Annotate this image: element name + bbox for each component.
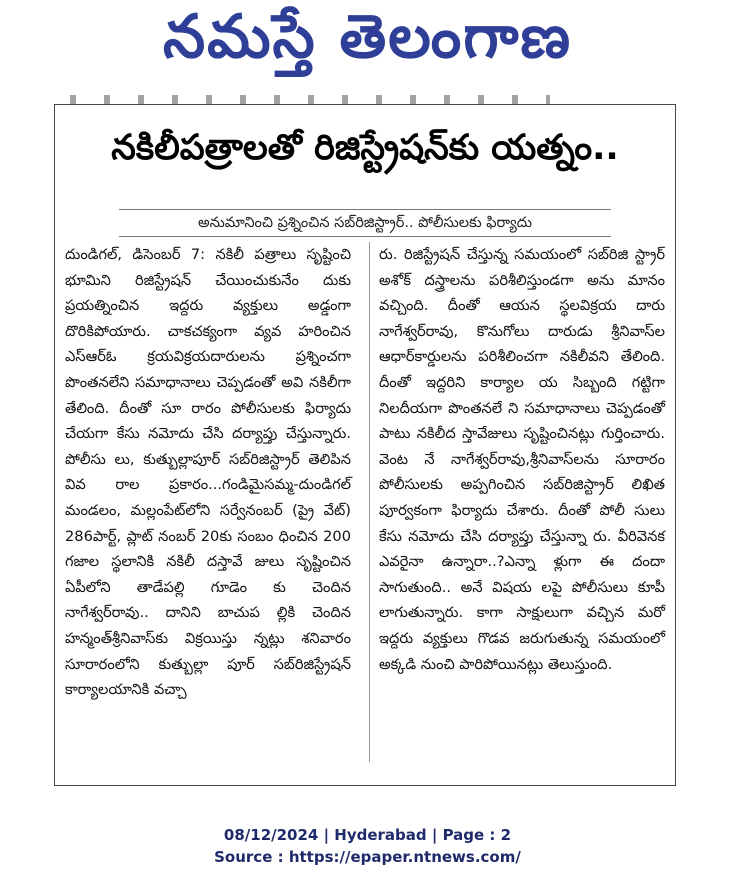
article-column-1: దుండిగల్, డిసెంబర్ 7: నకిలీ పత్రాలు సృష్టించి భూమిని రిజిస్ట్రేషన్ చేయించుకునేం దుకు ప్రయత్నించిన ఇద్దరు వ్యక్తులు అడ్డంగా దొరికిపోయారు. చాకచక్యంగా వ్యవ హరించిన ఎస్ఆర్ఓ క్రయవిక్రయదారులను ప్రశ్నించగా పొంతనలేని సమాధానాలు చెప్పడంతో అవి నకిలీగా తేలింది. దీంతో సూ రారం పోలీసులకు ఫిర్యాదు చేయగా కేసు నమోదు చేసి దర్యాప్తు చేస్తున్నారు. పోలీసు లు, కుత్బుల్లాపూర్ సబ్‌రిజిస్ట్రార్ తెలిపిన వివ రాల ప్రకారం...గండిమైసమ్మ-దుండిగల్ మండలం, మల్లంపేట్‌లోని సర్వేనంబర్ (ప్రై వేట్) 286పార్ట్, ప్లాట్ నంబర్ 20కు సంబం ధించిన 200 గజాల స్థలానికి నకిలీ దస్తావే జులు సృష్టించిన ఏపీలోని తాడేపల్లి గూడెం కు చెందిన నాగేశ్వర్‌రావు.. దానిని బాచుప ల్లికి చెందిన హన్మంత్‌శ్రీనివాస్‌కు విక్రయిస్తు న్నట్లు శనివారం సూరారంలోని కుత్బుల్లా పూర్ సబ్‌రిజిస్ట్రేషన్ కార్యాలయానికి వచ్చా [65,246,351,699]
article-headline: నకిలీపత్రాలతో రిజిస్ట్రేషన్‌కు యత్నం.. [111,128,619,168]
masthead-title: నమస్తే తెలంగాణ [162,2,573,72]
footer-source-link[interactable]: Source : https://epaper.ntnews.com/ [214,848,521,866]
footer-date-edition-page: 08/12/2024 | Hyderabad | Page : 2 [223,826,512,844]
masthead-logo [120,4,615,84]
article-column-2: రు. రిజిస్ట్రేషన్ చేస్తున్న సమయంలో సబ్‌రిజి స్ట్రార్ అశోక్ దస్త్రాలను పరిశీలిస్తుండగా అను మానం వచ్చింది. దీంతో ఆయన స్థలవిక్రయ దారు నాగేశ్వర్‌రావు, కొనుగోలు దారుడు శ్రీనివాస్‌ల ఆధార్‌కార్డులను పరిశీలించగా నకిలీవని తేలింది. దీంతో ఇద్దరిని కార్యాల య సిబ్బంది గట్టిగా నిలదీయగా పొంతనలే ని సమాధానాలు చెప్పడంతో పాటు నకిలీద స్తావేజులు సృష్టించినట్లు గుర్తించారు. వెంట నే నాగేశ్వర్‌రావు,శ్రీనివాస్‌లను సూరారం పోలీసులకు అప్పగించిన సబ్‌రిజిస్ట్రార్ లిఖిత పూర్వకంగా ఫిర్యాదు చేశారు. దీంతో పోలీ సులు కేసు నమోదు చేసి దర్యాప్తు చేస్తున్నా రు. వీరివెనక ఎవరైనా ఉన్నారా..?ఎన్నా ళ్లుగా ఈ దందా సాగుతుంది.. అనే విషయ లపై పోలీసులు కూపీ లాగుతున్నారు. కాగా సాక్షులుగా వచ్చిన మరో ఇద్దరు వ్యక్తులు గొడవ జరుగుతున్న సమయంలో అక్కడి నుంచి పారిపోయినట్లు తెలుస్తుంది. [379,246,665,673]
column-divider [369,242,370,762]
article-subheadline: అనుమానించి ప్రశ్నించిన సబ్‌రిజిస్ట్రార్.. పోలీసులకు ఫిర్యాదు [119,209,611,237]
article-clipping [54,104,676,786]
